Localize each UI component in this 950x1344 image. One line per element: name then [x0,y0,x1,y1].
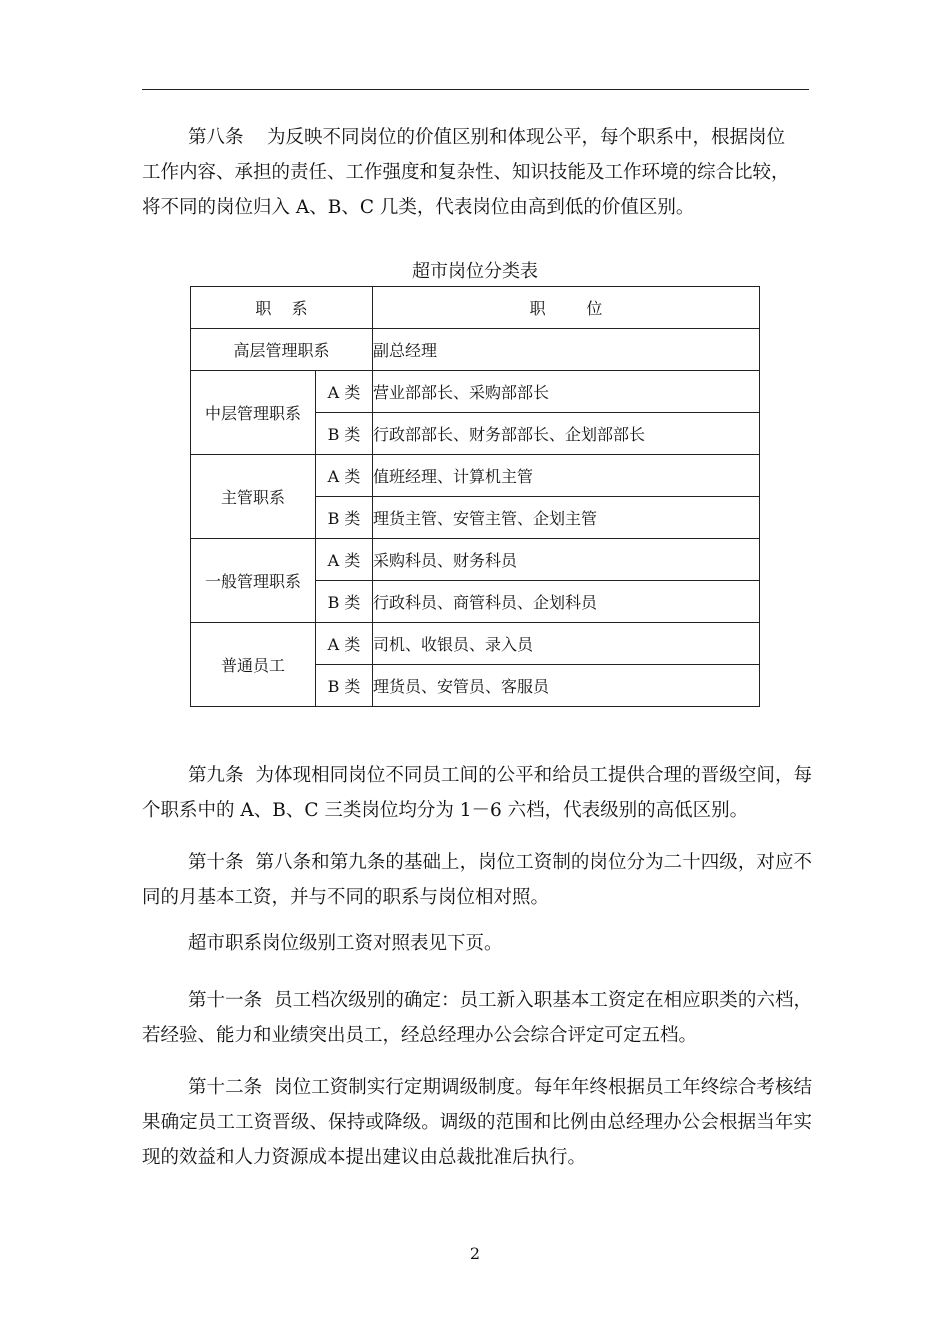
article-11: 第十一条 员工档次级别的确定：员工新入职基本工资定在相应职类的六档，若经验、能力和业绩突出员工，经总经理办公会综合评定可定五档。 [142,990,812,1046]
article-8 [142,120,812,225]
header-rule [142,89,809,90]
article-8-line-3: 将不同的岗位归入 A、B、C 几类，代表岗位由高到低的价值区别。 [142,197,695,218]
positions-cell: 理货员、安管员、客服员 [373,665,760,707]
table-row [191,455,760,497]
table-row [191,371,760,413]
article-8-line-1: 第八条 为反映不同岗位的价值区别和体现公平，每个职系中，根据岗位 [188,127,786,148]
class-cell: B 类 [316,665,373,707]
class-cell: B 类 [316,413,373,455]
category-cell: 主管职系 [191,455,316,539]
table-row [191,329,760,371]
table-row [191,539,760,581]
category-cell: 一般管理职系 [191,539,316,623]
category-cell: 高层管理职系 [191,329,373,371]
positions-cell: 司机、收银员、录入员 [373,623,760,665]
positions-cell: 行政部部长、财务部部长、企划部部长 [373,413,760,455]
table-row [191,623,760,665]
article-8-line-2: 工作内容、承担的责任、工作强度和复杂性、知识技能及工作环境的综合比较， [142,162,790,183]
class-cell: A 类 [316,371,373,413]
positions-cell: 采购科员、财务科员 [373,539,760,581]
header-position: 职 位 [373,287,760,329]
class-cell: B 类 [316,497,373,539]
article-9: 第九条 为体现相同岗位不同员工间的公平和给员工提供合理的晋级空间，每个职系中的 A、B、C 三类岗位均分为 1－6 六档，代表级别的高低区别。 [142,765,812,821]
header-category: 职 系 [191,287,373,329]
table-header-row [191,287,760,329]
class-cell: B 类 [316,581,373,623]
positions-cell: 理货主管、安管主管、企划主管 [373,497,760,539]
article-12: 第十二条 岗位工资制实行定期调级制度。每年年终根据员工年终综合考核结果确定员工工资晋级、保持或降级。调级的范围和比例由总经理办公会根据当年实现的效益和人力资源成本提出建议由总裁批准后执行。 [142,1077,812,1168]
category-cell: 中层管理职系 [191,371,316,455]
class-cell: A 类 [316,455,373,497]
class-cell: A 类 [316,623,373,665]
article-10: 第十条 第八条和第九条的基础上，岗位工资制的岗位分为二十四级，对应不同的月基本工资，并与不同的职系与岗位相对照。 [142,852,812,908]
class-cell: A 类 [316,539,373,581]
positions-cell: 值班经理、计算机主管 [373,455,760,497]
page-number: 2 [469,1244,481,1263]
positions-cell: 营业部部长、采购部部长 [373,371,760,413]
category-cell: 普通员工 [191,623,316,707]
position-classification-table [190,286,760,707]
table-caption: 超市岗位分类表 [412,261,538,282]
positions-cell: 副总经理 [373,329,760,371]
table-note: 超市职系岗位级别工资对照表见下页。 [188,933,503,954]
positions-cell: 行政科员、商管科员、企划科员 [373,581,760,623]
